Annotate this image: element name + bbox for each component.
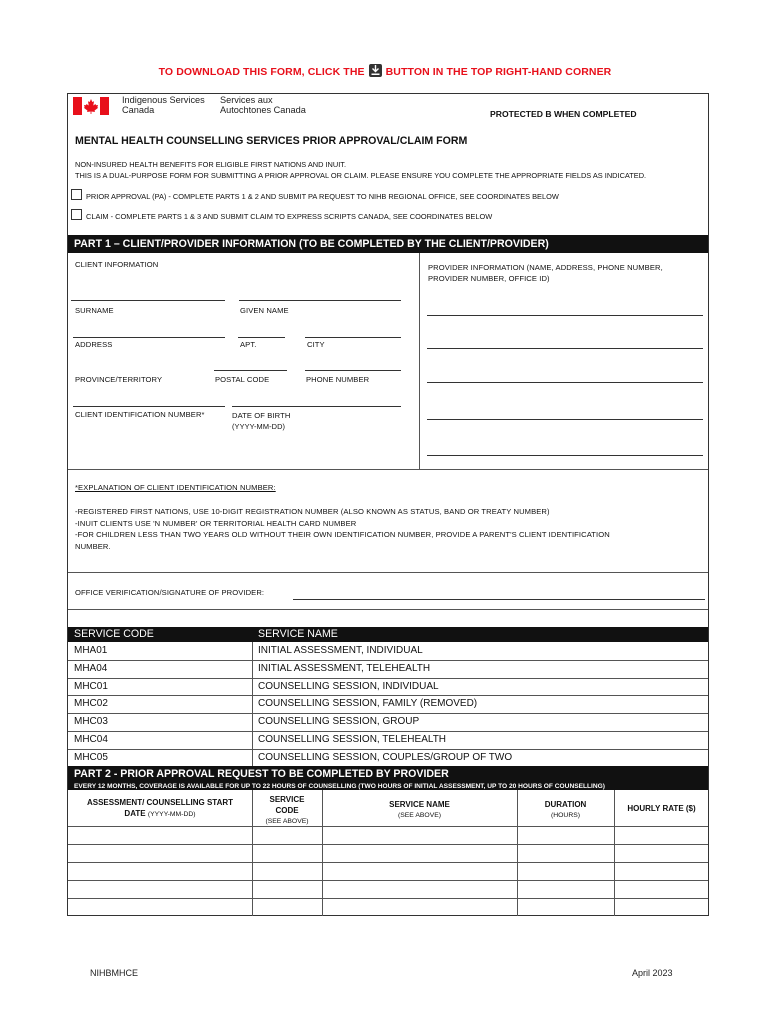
date-of-birth-input[interactable] (232, 406, 401, 407)
service-code-cell: MHC02 (74, 698, 108, 709)
table-row (68, 642, 708, 660)
apt-label: APT. (240, 340, 257, 349)
dob-label-line1: DATE OF BIRTH (232, 411, 291, 420)
client-id-label: CLIENT IDENTIFICATION NUMBER* (75, 410, 205, 419)
download-instruction-banner (0, 64, 770, 78)
form-code: NIHBMHCE (90, 968, 139, 978)
service-table-header (68, 627, 708, 642)
apt-input[interactable] (238, 337, 285, 338)
section-divider-3 (68, 609, 708, 610)
table-row (68, 713, 708, 731)
download-icon (369, 64, 382, 77)
form-date: April 2023 (632, 968, 673, 978)
service-code-header-note: (SEE ABOVE) (265, 818, 309, 825)
service-name-cell: INITIAL ASSESSMENT, TELEHEALTH (258, 663, 431, 674)
provider-info-line-input-2[interactable] (427, 348, 703, 349)
service-name-cell: COUNSELLING SESSION, COUPLES/GROUP OF TWO (258, 752, 513, 763)
department-fr-line2: Autochtones Canada (220, 105, 306, 115)
service-name-column-header: SERVICE NAME (258, 628, 338, 640)
office-verification-label: OFFICE VERIFICATION/SIGNATURE OF PROVIDER: (75, 588, 265, 597)
provider-info-label (428, 262, 663, 284)
department-en-line2: Canada (122, 105, 155, 115)
part1-divider (419, 253, 420, 469)
start-date-format: (YYYY-MM-DD) (147, 811, 196, 818)
phone-number-label: PHONE NUMBER (306, 375, 370, 384)
part2-entry-row-2[interactable] (68, 845, 708, 862)
part1-header: PART 1 – CLIENT/PROVIDER INFORMATION (TO BE COMPLETED BY THE CLIENT/PROVIDER) (68, 235, 708, 253)
provider-info-line-input-5[interactable] (427, 455, 703, 456)
part2-entry-row-3[interactable] (68, 863, 708, 880)
claim-option-label: CLAIM - COMPLETE PARTS 1 & 3 AND SUBMIT CLAIM TO EXPRESS SCRIPTS CANADA, SEE COORDINATES BELOW (86, 212, 493, 221)
surname-input[interactable] (71, 300, 225, 301)
address-label: ADDRESS (75, 340, 113, 349)
table-row (68, 678, 708, 696)
part2-title: PART 2 - PRIOR APPROVAL REQUEST TO BE COMPLETED BY PROVIDER (74, 768, 449, 780)
start-date-column-header (68, 797, 252, 820)
dob-format: (YYYY-MM-DD) (232, 422, 286, 431)
banner-text-after: BUTTON IN THE TOP RIGHT-HAND CORNER (385, 66, 612, 78)
explanation-title: *EXPLANATION OF CLIENT IDENTIFICATION NUMBER: (75, 483, 276, 492)
service-code-cell: MHA01 (74, 645, 108, 656)
phone-number-input[interactable] (305, 370, 401, 371)
service-code-column-header: SERVICE CODE (74, 628, 154, 640)
date-of-birth-label (232, 410, 290, 432)
section-divider-1 (68, 469, 708, 470)
province-label: PROVINCE/TERRITORY (75, 375, 163, 384)
explanation-text (75, 506, 610, 552)
service-code-cell: MHC05 (74, 752, 108, 763)
section-divider-2 (68, 572, 708, 573)
service-code-cell: MHA04 (74, 663, 108, 674)
table-row (68, 749, 708, 767)
banner-text-before: TO DOWNLOAD THIS FORM, CLICK THE (158, 66, 365, 78)
service-name-cell: COUNSELLING SESSION, GROUP (258, 716, 420, 727)
explanation-line1: -REGISTERED FIRST NATIONS, USE 10-DIGIT REGISTRATION NUMBER (ALSO KNOWN AS STATUS, BAND OR TREATY NUMBER) (75, 507, 550, 516)
prior-approval-option-label: PRIOR APPROVAL (PA) - COMPLETE PARTS 1 & 2 AND SUBMIT PA REQUEST TO NIHB REGIONAL OFFICE, SEE COORDINATES BELOW (86, 192, 559, 201)
duration-header-line1: DURATION (544, 800, 587, 809)
service-name-column-header-2 (322, 799, 517, 821)
client-id-input[interactable] (73, 406, 225, 407)
service-name-cell: INITIAL ASSESSMENT, INDIVIDUAL (258, 645, 423, 656)
postal-code-input[interactable] (214, 370, 287, 371)
department-fr-line1: Services aux (220, 95, 273, 105)
service-code-cell: MHC03 (74, 716, 108, 727)
table-row (68, 660, 708, 678)
part2-entry-row-5[interactable] (68, 899, 708, 915)
prior-approval-checkbox[interactable] (71, 189, 82, 200)
explanation-line2: -INUIT CLIENTS USE 'N NUMBER' OR TERRITORIAL HEALTH CARD NUMBER (75, 518, 357, 528)
service-name-cell: COUNSELLING SESSION, TELEHEALTH (258, 734, 447, 745)
office-verification-input[interactable] (293, 599, 705, 600)
service-code-column-header-2 (252, 794, 322, 827)
protected-b-label: PROTECTED B WHEN COMPLETED (490, 109, 637, 119)
table-row (68, 695, 708, 713)
surname-label: SURNAME (75, 306, 114, 315)
duration-header-unit: (HOURS) (550, 812, 581, 819)
start-date-header-line1: ASSESSMENT/ COUNSELLING START (86, 798, 234, 807)
explanation-line4: NUMBER. (75, 541, 111, 551)
service-name-cell: COUNSELLING SESSION, INDIVIDUAL (258, 681, 439, 692)
address-input[interactable] (73, 337, 225, 338)
postal-code-label: POSTAL CODE (215, 375, 270, 384)
service-code-header-line2: CODE (275, 806, 299, 815)
provider-info-line-input-3[interactable] (427, 382, 703, 383)
service-code-cell: MHC01 (74, 681, 108, 692)
canada-flag-icon (73, 97, 109, 120)
city-input[interactable] (305, 337, 401, 338)
explanation-line3: -FOR CHILDREN LESS THAN TWO YEARS OLD WITHOUT THEIR OWN IDENTIFICATION NUMBER, PROVIDE A PARENT'S CLIENT IDENTIFICATION (75, 530, 610, 539)
intro-line1: NON-INSURED HEALTH BENEFITS FOR ELIGIBLE FIRST NATIONS AND INUIT. (75, 160, 347, 169)
service-code-cell: MHC04 (74, 734, 108, 745)
service-code-header-line1: SERVICE (269, 795, 305, 804)
given-name-input[interactable] (239, 300, 401, 301)
department-name-en (122, 95, 205, 115)
provider-info-line2: PROVIDER NUMBER, OFFICE ID) (428, 274, 550, 283)
provider-info-line-input-4[interactable] (427, 419, 703, 420)
provider-info-line-input-1[interactable] (427, 315, 703, 316)
service-name-cell: COUNSELLING SESSION, FAMILY (REMOVED) (258, 698, 478, 709)
department-en-line1: Indigenous Services (122, 95, 205, 105)
part2-coverage-note: EVERY 12 MONTHS, COVERAGE IS AVAILABLE FOR UP TO 22 HOURS OF COUNSELLING (TWO HOURS OF INITIAL ASSESSMENT, UP TO 20 HOURS OF COUNSELLING) (74, 783, 605, 790)
provider-info-line1: PROVIDER INFORMATION (NAME, ADDRESS, PHONE NUMBER, (428, 263, 663, 272)
table-row (68, 731, 708, 749)
city-label: CITY (307, 340, 325, 349)
duration-column-header (517, 799, 614, 821)
client-info-label: CLIENT INFORMATION (75, 260, 159, 269)
intro-line2: THIS IS A DUAL-PURPOSE FORM FOR SUBMITTING A PRIOR APPROVAL OR CLAIM. PLEASE ENSURE YOU COMPLETE THE APPROPRIATE FIELDS AS INDICATED. (75, 171, 647, 180)
part2-entry-row-1[interactable] (68, 827, 708, 844)
service-name-header-line1: SERVICE NAME (389, 800, 450, 809)
department-name-fr (220, 95, 306, 115)
hourly-rate-column-header: HOURLY RATE ($) (627, 804, 696, 813)
start-date-header-line2: DATE (124, 809, 146, 818)
given-name-label: GIVEN NAME (240, 306, 289, 315)
service-name-header-note: (SEE ABOVE) (397, 812, 442, 819)
part2-header (68, 766, 708, 790)
claim-checkbox[interactable] (71, 209, 82, 220)
form-title: MENTAL HEALTH COUNSELLING SERVICES PRIOR APPROVAL/CLAIM FORM (75, 135, 468, 147)
part2-entry-row-4[interactable] (68, 881, 708, 898)
